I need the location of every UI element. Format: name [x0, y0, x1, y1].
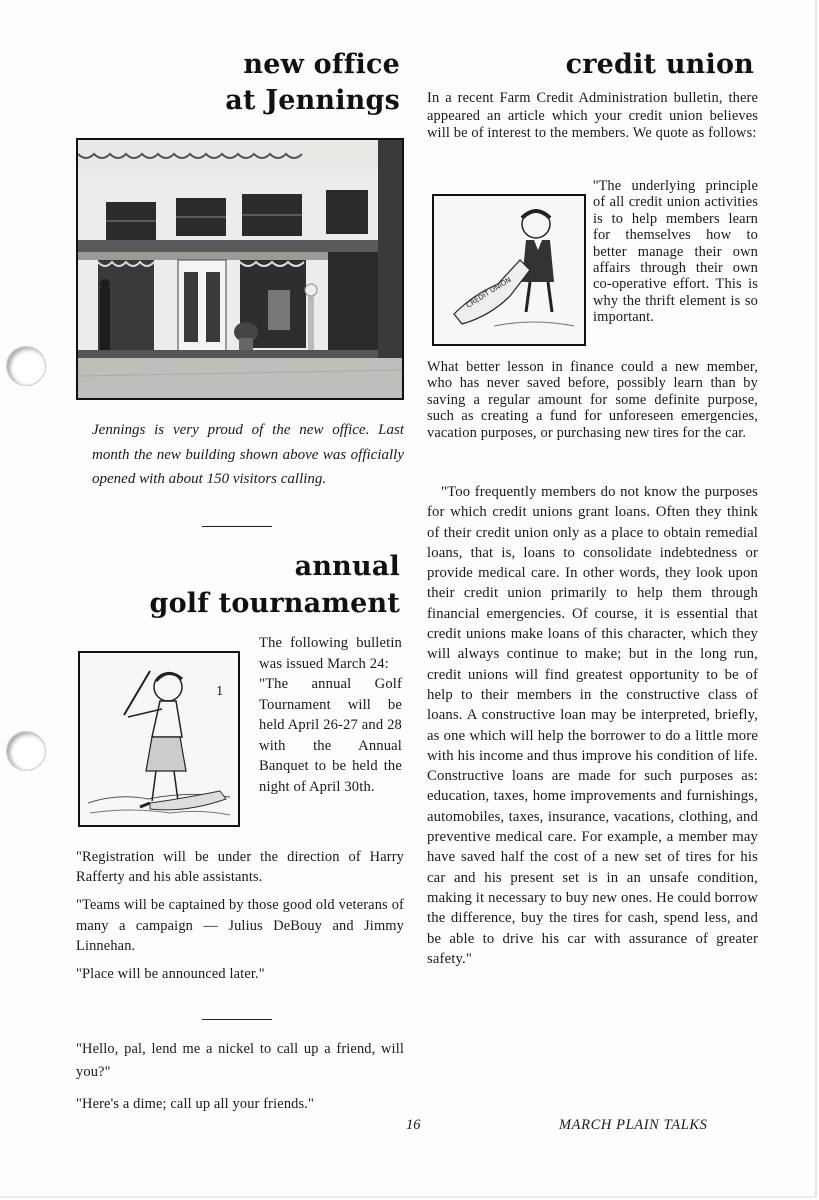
credit-union-intro-text: In a recent Farm Credit Administration bulletin, there appeared an article which your credit union believes will be of interest to the members. We quote as follows:: [427, 90, 758, 141]
credit-union-cartoon: [432, 194, 586, 346]
cartoon-illustration: [434, 196, 584, 344]
golfer-illustration: [80, 653, 238, 825]
joke-block: [76, 1038, 404, 1114]
quote-beside-cartoon: [593, 178, 758, 326]
office-title-line1: new office: [243, 49, 400, 80]
quote-continued: [427, 359, 758, 441]
building-illustration: [78, 140, 402, 398]
golf-intro-block: [259, 633, 402, 797]
punch-hole-bottom: [6, 731, 46, 771]
credit-union-main-text: [427, 482, 758, 969]
registration-paragraph: "Registration will be under the direction of Harry Rafferty and his able assistants.: [76, 849, 404, 886]
office-building-photo: [76, 138, 404, 400]
punch-hole-top: [6, 346, 46, 386]
credit-union-title: credit union: [565, 49, 754, 80]
loans-paragraph: "Too frequently members do not know the purposes for which credit unions grant loans. Often they think of their credit union only as a place to obtain remedial loans, that is, loans to consolidate indebtedness or provide medical care. In other words, they look upon their credit union primarily to help them through financial emergencies. Of course, it is essential that credit unions make loans of this character, which they will always continue to make; but in the long run, credit unions will find greatest opportunity to be of help to their members in the constructive class of loans. A constructive loan may be interpreted, briefly, as one which will help the borrower to do a little more with his income and thus improve his condition of life. Constructive loans are made for such purposes as: education, taxes, home improvements and furnishings, automobiles, taxes, insurance, vacations, clothing, and preventive medical care. For example, a member may have saved half the cost of a new set of tires for his car and his present set is in an unsafe condition, making it necessary to buy new ones. He could borrow the difference, buy the tires for cash, spend less, and be able to drive his car with assurance of greater safety.": [427, 484, 758, 967]
page-number: 16: [406, 1117, 421, 1133]
publication-name: MARCH PLAIN TALKS: [559, 1117, 708, 1133]
golf-title-line2: golf tournament: [149, 588, 400, 619]
credit-union-intro: [427, 90, 758, 143]
golfer-cartoon: [78, 651, 240, 827]
photo-caption: Jennings is very proud of the new office. Last month the new building shown above was officially opened with about 150 visitors calling.: [92, 422, 404, 487]
joke-line-1: "Hello, pal, lend me a nickel to call up a friend, will you?": [76, 1041, 404, 1080]
golf-quote: "The annual Golf Tournament will be held April 26-27 and 28 with the Annual Banquet to be held the night of April 30th.: [259, 676, 402, 795]
place-paragraph: "Place will be announced later.": [76, 966, 265, 983]
golf-title-line1: annual: [294, 551, 400, 582]
golf-intro: The following bulletin was issued March 24:: [259, 635, 402, 672]
svg-text:1: 1: [216, 684, 224, 698]
joke-line-2: "Here's a dime; call up all your friends.": [76, 1096, 315, 1112]
golf-details: [76, 847, 404, 984]
quote-start: ''The underlying principle of all credit union activities is to help members learn for themselves how to better manage their own affairs through their own co-operative effort. This is why the thrift element is so important.: [593, 178, 758, 326]
office-title-line2: at Jennings: [225, 85, 400, 116]
section-divider-1: [202, 526, 272, 527]
section-divider-2: [202, 1019, 272, 1020]
cartoon-scroll-label: CREDIT UNION: [464, 275, 513, 310]
teams-paragraph: "Teams will be captained by those good old veterans of many a campaign — Julius DeBouy and Jimmy Linnehan.: [76, 897, 404, 954]
quote-rest: What better lesson in finance could a new member, who has never saved before, possibly learn than by saving a regular amount for some definite purpose, such as creating a fund for unforeseen emergencies, vacation purposes, or purchasing new tires for the car.: [427, 359, 758, 441]
